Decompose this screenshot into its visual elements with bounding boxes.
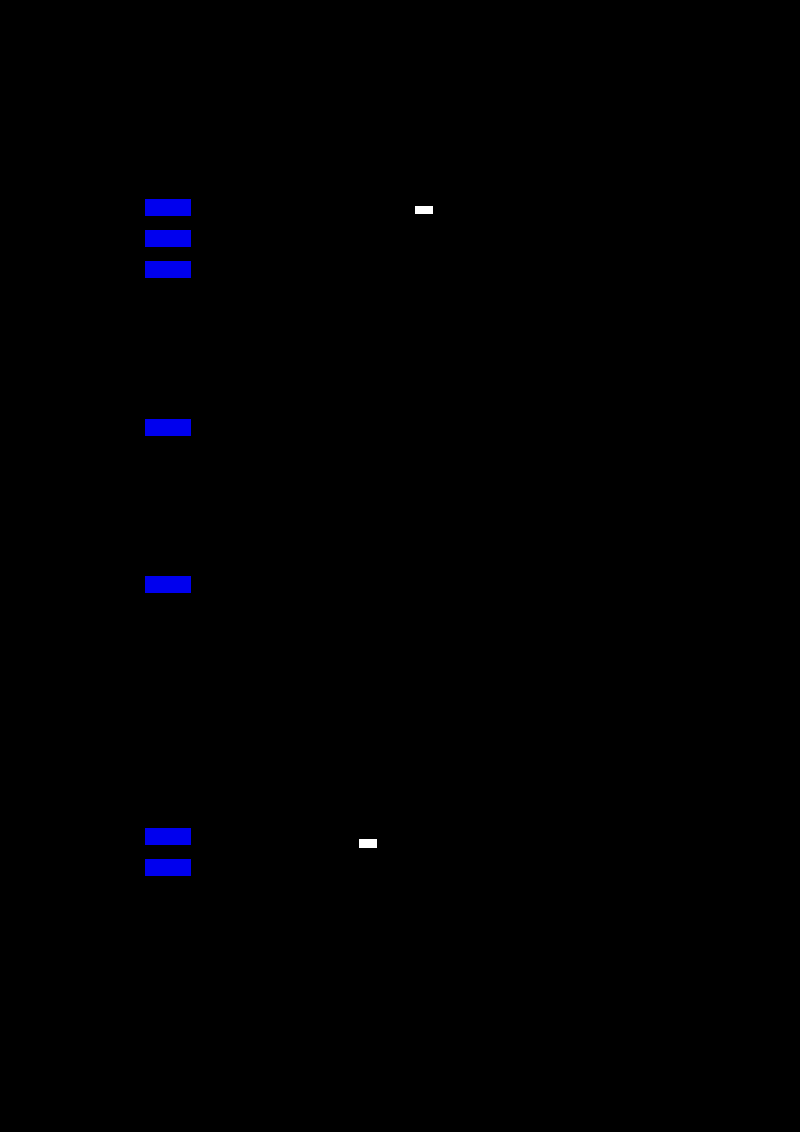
highlighted-timestamp[interactable]: 02:27 — [145, 419, 191, 436]
highlighted-timestamp[interactable]: 04:43 — [145, 828, 191, 845]
text-fragment: ... — [415, 206, 433, 214]
highlighted-timestamp[interactable]: 01:06 — [145, 230, 191, 247]
highlighted-timestamp[interactable]: 03:04 — [145, 576, 191, 593]
text-fragment: ... — [359, 839, 377, 848]
highlighted-timestamp[interactable]: 01:47 — [145, 261, 191, 278]
highlighted-timestamp[interactable]: 00:43 — [145, 199, 191, 216]
highlighted-timestamp[interactable]: 05:07 — [145, 859, 191, 876]
